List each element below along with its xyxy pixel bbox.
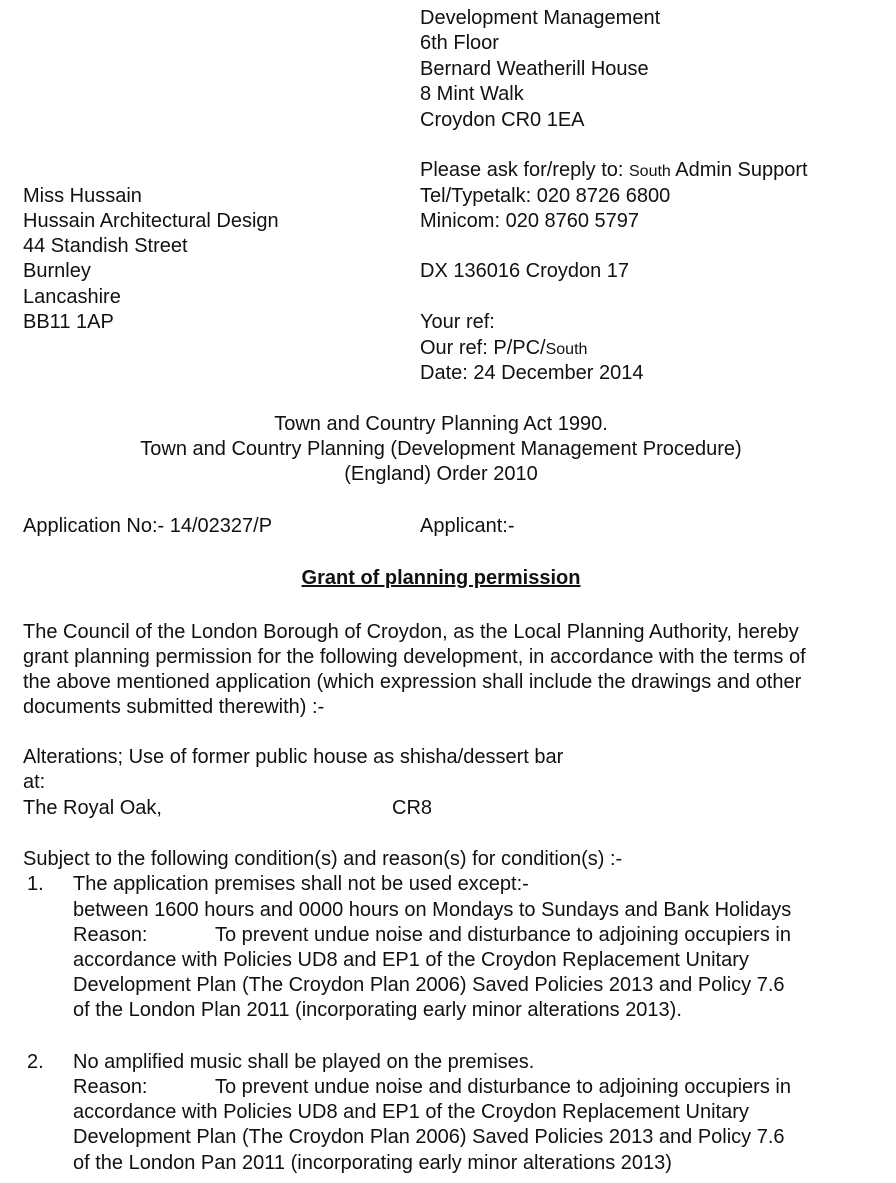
intro-line: the above mentioned application (which expression shall include the drawings and other [23, 671, 802, 693]
our-ref-label: Our ref: P/PC/ [420, 337, 546, 359]
reason-line: of the London Plan 2011 (incorporating early minor alterations 2013). [73, 999, 682, 1021]
recipient-line: Hussain Architectural Design [23, 210, 279, 232]
reply-to-team-prefix: South [629, 163, 671, 180]
application-number: Application No:- 14/02327/P [23, 515, 273, 537]
recipient-line: Burnley [23, 260, 91, 282]
act-line: (England) Order 2010 [344, 463, 538, 485]
condition-number: 1. [27, 873, 44, 895]
letter-date: Date: 24 December 2014 [420, 362, 644, 384]
development-text: Alterations; Use of former public house as shisha/dessert bar [23, 746, 564, 768]
act-line: Town and Country Planning Act 1990. [274, 413, 608, 435]
recipient-line: Lancashire [23, 286, 121, 308]
reason-line: Development Plan (The Croydon Plan 2006) Saved Policies 2013 and Policy 7.6 [73, 1126, 785, 1148]
reason-label: Reason: [73, 1076, 148, 1098]
reason-line: accordance with Policies UD8 and EP1 of the Croydon Replacement Unitary [73, 1101, 749, 1123]
development-postcode: CR8 [392, 797, 433, 819]
development-site: The Royal Oak, [23, 797, 162, 819]
address-line: Bernard Weatherill House [420, 58, 649, 80]
reason-label: Reason: [73, 924, 148, 946]
recipient-line: Miss Hussain [23, 185, 142, 207]
dx-number: DX 136016 Croydon 17 [420, 260, 630, 282]
address-line: Development Management [420, 7, 661, 29]
reply-to-label: Please ask for/reply to: [420, 159, 624, 181]
your-ref: Your ref: [420, 311, 495, 333]
recipient-line: 44 Standish Street [23, 235, 188, 257]
reply-to-team: Admin Support [675, 159, 808, 181]
address-line: 8 Mint Walk [420, 83, 524, 105]
development-at: at: [23, 771, 46, 793]
address-line: Croydon CR0 1EA [420, 109, 585, 131]
recipient-line: BB11 1AP [23, 311, 114, 333]
our-ref [420, 336, 587, 362]
intro-line: grant planning permission for the following development, in accordance with the terms of [23, 646, 806, 668]
intro-line: The Council of the London Borough of Croydon, as the Local Planning Authority, hereby [23, 621, 799, 643]
condition-line: No amplified music shall be played on the premises. [73, 1051, 535, 1073]
condition-line: between 1600 hours and 0000 hours on Mondays to Sundays and Bank Holidays [73, 899, 792, 921]
condition-line: The application premises shall not be used except:- [73, 873, 529, 895]
reason-line: To prevent undue noise and disturbance to adjoining occupiers in [215, 924, 791, 946]
reason-line: Development Plan (The Croydon Plan 2006) Saved Policies 2013 and Policy 7.6 [73, 974, 785, 996]
reason-line: To prevent undue noise and disturbance to adjoining occupiers in [215, 1076, 791, 1098]
minicom: Minicom: 020 8760 5797 [420, 210, 640, 232]
act-line: Town and Country Planning (Development Management Procedure) [140, 438, 742, 460]
conditions-intro: Subject to the following condition(s) and reason(s) for condition(s) :- [23, 848, 623, 870]
our-ref-suffix: South [545, 341, 588, 358]
applicant: Applicant:- [420, 515, 515, 537]
reason-line: of the London Pan 2011 (incorporating early minor alterations 2013) [73, 1152, 672, 1174]
reply-to [420, 158, 808, 184]
address-line: 6th Floor [420, 32, 499, 54]
telephone: Tel/Typetalk: 020 8726 6800 [420, 185, 671, 207]
condition-number: 2. [27, 1051, 44, 1073]
intro-line: documents submitted therewith) :- [23, 696, 325, 718]
page-title: Grant of planning permission [301, 567, 581, 589]
reason-line: accordance with Policies UD8 and EP1 of the Croydon Replacement Unitary [73, 949, 749, 971]
